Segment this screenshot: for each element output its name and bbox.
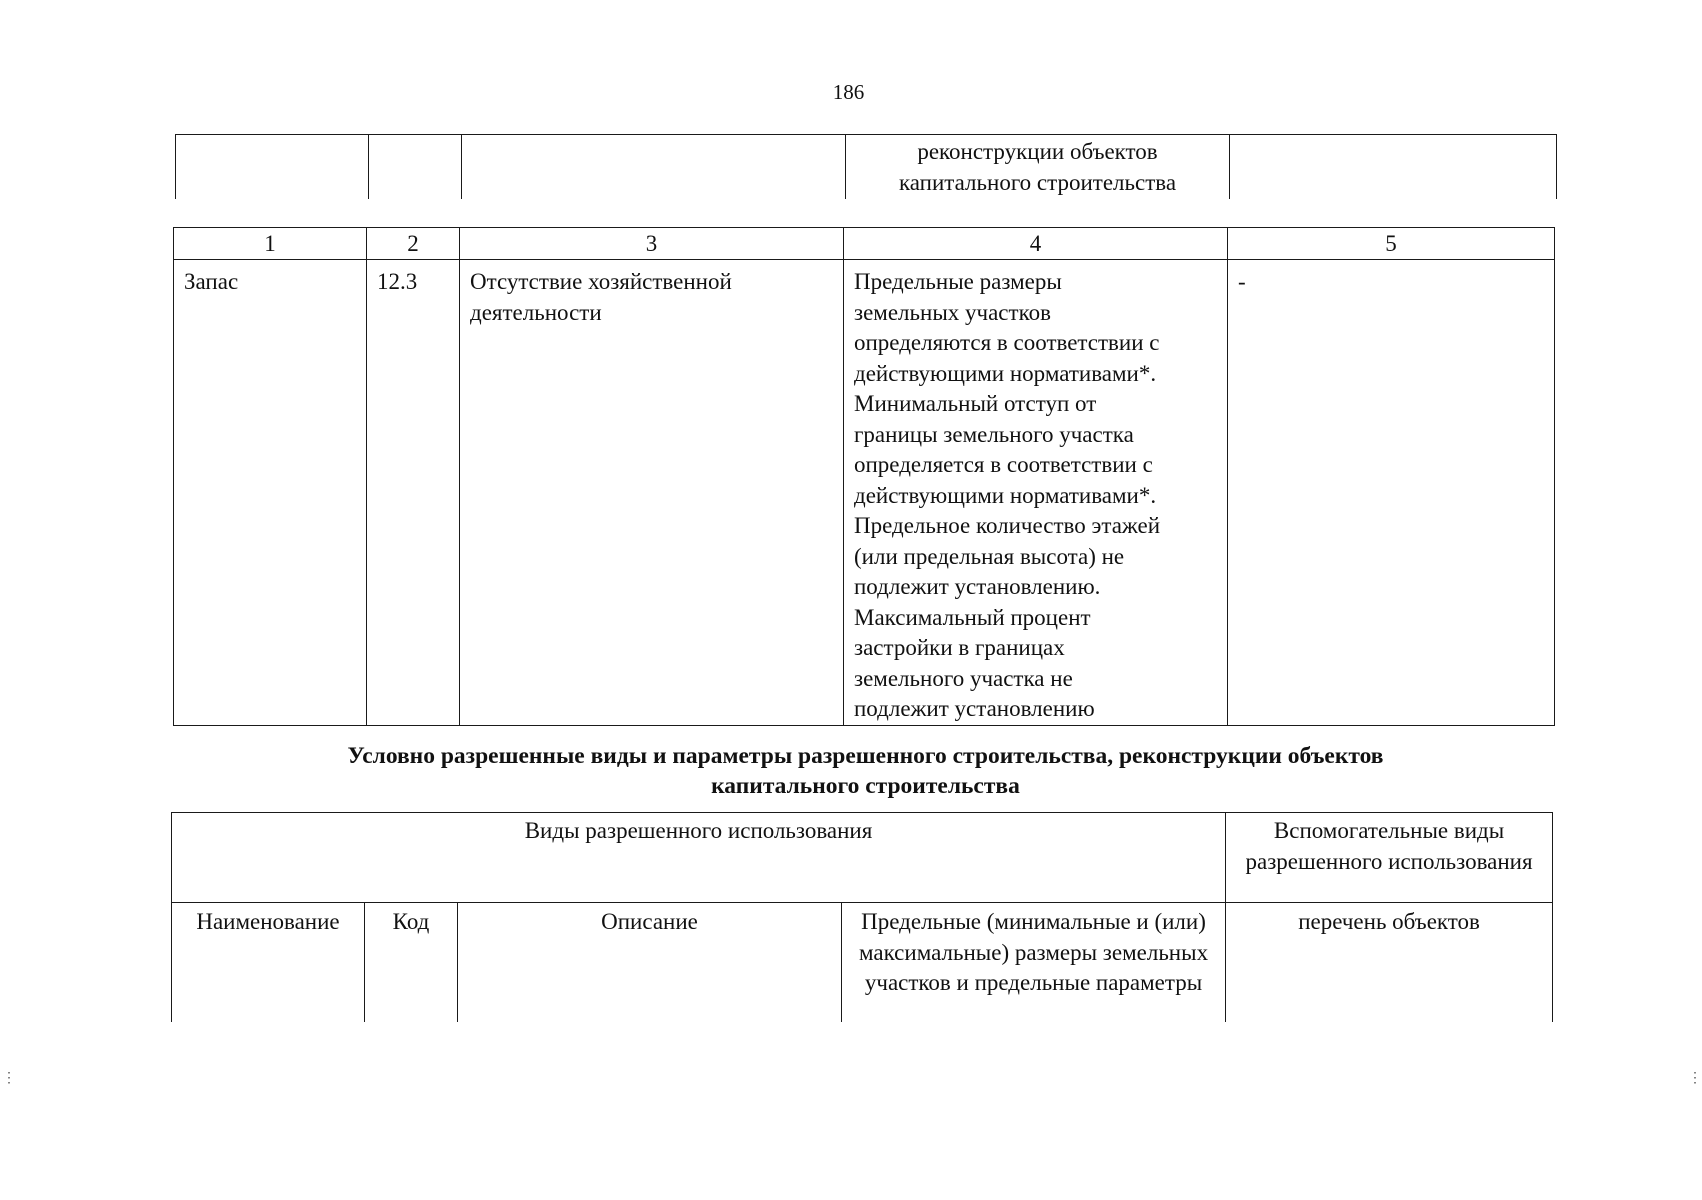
column-header-code: Код [365, 903, 458, 1023]
use-parameters [844, 260, 1228, 726]
header-permitted-uses: Виды разрешенного использования [172, 813, 1226, 903]
use-code: 12.3 [367, 260, 460, 726]
param-line: Максимальный процент [854, 604, 1091, 630]
use-description: Отсутствие хозяйственной деятельности [460, 260, 844, 726]
param-line: определяются в соответствии с [854, 330, 1160, 355]
column-number-3: 3 [460, 228, 844, 260]
param-line: подлежит установлению [854, 696, 1095, 721]
param-line: Предельное количество этажей [854, 513, 1161, 538]
continuation-cell-3 [462, 135, 846, 200]
column-header-parameters: Предельные (минимальные и (или) максимальные) размеры земельных участков и предельные параметры [842, 903, 1226, 1023]
continuation-cell-2 [369, 135, 462, 200]
page-number: 186 [832, 80, 865, 104]
continuation-row [176, 135, 1557, 200]
param-line: земельного участка не [854, 665, 1073, 691]
conditional-use-table [171, 812, 1553, 1022]
param-line: границы земельного участка [854, 421, 1134, 447]
param-line: застройки в границах [854, 635, 1065, 660]
header-row [172, 813, 1553, 903]
section-title-line: капитального строительства [711, 772, 1020, 799]
scan-edge-mark-right: ⋮ [1688, 1071, 1702, 1086]
section-title [175, 742, 1556, 801]
column-number-2: 2 [367, 228, 460, 260]
param-line: действующими нормативами*. [854, 482, 1157, 508]
use-name: Запас [174, 260, 367, 726]
column-header-name: Наименование [172, 903, 365, 1023]
column-number-5: 5 [1228, 228, 1555, 260]
param-line: действующими нормативами*. [854, 360, 1157, 386]
param-line: определяется в соответствии с [854, 452, 1153, 477]
param-line: (или предельная высота) не [854, 543, 1125, 569]
column-number-row [174, 228, 1555, 260]
section-title-line: Условно разрешенные виды и параметры разрешенного строительства, реконструкции объектов [347, 743, 1384, 769]
continuation-table [175, 134, 1557, 199]
continuation-cell-4: реконструкции объектов капитального строительства [846, 135, 1230, 200]
table-row [174, 260, 1555, 726]
column-header-auxiliary: перечень объектов [1226, 903, 1553, 1023]
permitted-use-table [173, 227, 1555, 726]
param-line: Минимальный отступ от [854, 391, 1097, 416]
param-line: подлежит установлению. [854, 574, 1101, 599]
column-number-4: 4 [844, 228, 1228, 260]
param-line: Предельные размеры [854, 269, 1062, 294]
param-line: земельных участков [854, 299, 1051, 325]
use-auxiliary: - [1228, 260, 1555, 726]
continuation-cell-5 [1230, 135, 1557, 200]
scan-edge-mark-left: ⋮ [2, 1071, 16, 1086]
column-number-1: 1 [174, 228, 367, 260]
continuation-cell-1 [176, 135, 369, 200]
header-auxiliary-uses: Вспомогательные виды разрешенного использования [1226, 813, 1553, 903]
column-header-description: Описание [458, 903, 842, 1023]
subheader-row [172, 903, 1553, 1023]
